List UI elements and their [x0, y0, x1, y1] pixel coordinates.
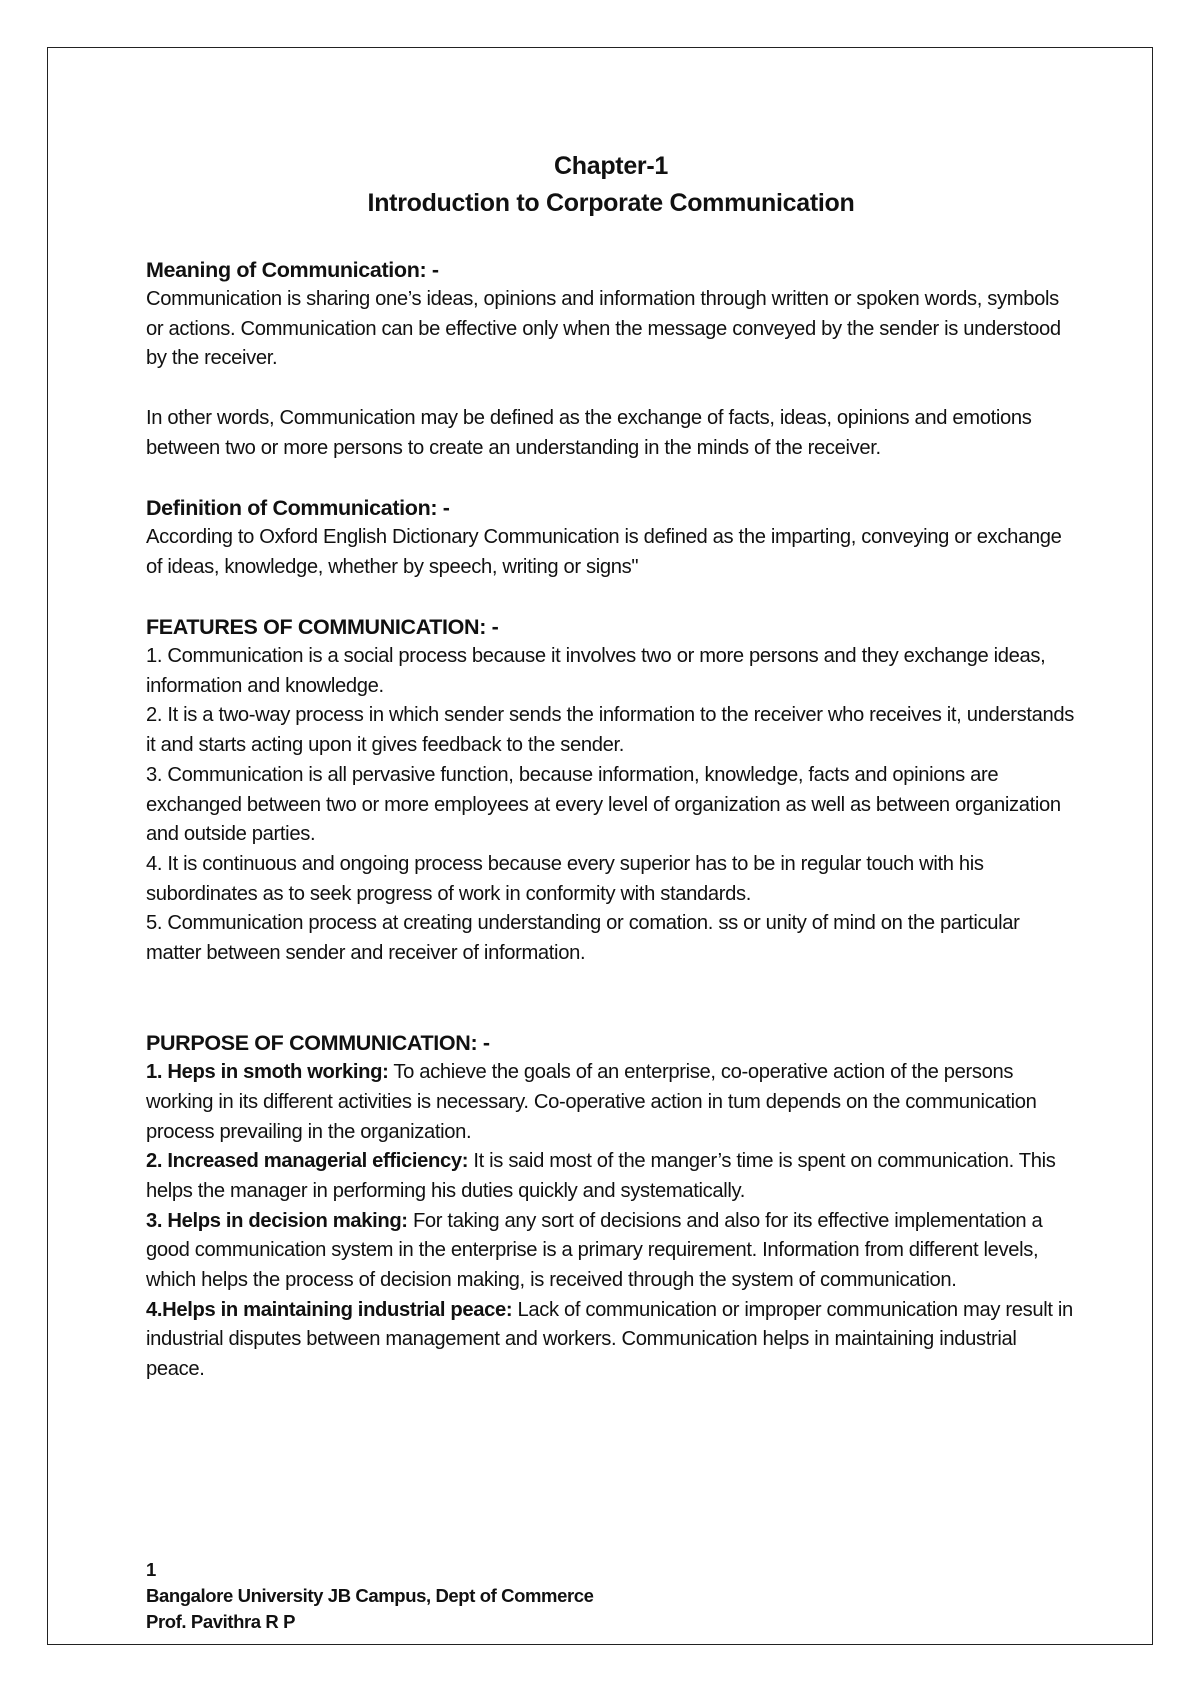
purpose-heading: PURPOSE OF COMMUNICATION: -	[146, 1031, 490, 1056]
chapter-title: Chapter-1	[554, 152, 668, 180]
definition-heading: Definition of Communication: -	[146, 495, 450, 520]
meaning-paragraph-2: In other words, Communication may be defined as the exchange of facts, ideas, opinions and emotions between two or more persons to create an understanding in the minds of the receiver.	[146, 406, 1032, 459]
document-body	[146, 148, 1076, 1385]
footer-institution: Bangalore University JB Campus, Dept of Commerce	[146, 1585, 594, 1606]
purpose-item-label: 2. Increased managerial efficiency:	[146, 1150, 469, 1173]
purpose-item-1	[146, 1058, 1076, 1147]
chapter-subtitle: Introduction to Corporate Communication	[367, 189, 855, 217]
features-heading: FEATURES OF COMMUNICATION: -	[146, 614, 499, 639]
page-footer	[146, 1557, 594, 1635]
purpose-item-4	[146, 1296, 1076, 1385]
purpose-item-text: For taking any sort of decisions and also for its effective implementation a good communication system in the enterprise is a primary requirement. Information from different levels, which helps the process of decision making, is received through the system of communication.	[146, 1209, 1043, 1292]
definition-paragraph: According to Oxford English Dictionary Communication is defined as the imparting, conveying or exchange of ideas, knowledge, whether by speech, writing or signs"	[146, 525, 1062, 578]
page-number: 1	[146, 1559, 156, 1580]
purpose-item-label: 3. Helps in decision making:	[146, 1209, 408, 1232]
meaning-heading: Meaning of Communication: -	[146, 258, 439, 282]
footer-author: Prof. Pavithra R P	[146, 1611, 296, 1632]
purpose-item-label: 1. Heps in smoth working:	[146, 1061, 389, 1084]
feature-item-3: 3. Communication is all pervasive function, because information, knowledge, facts and opinions are exchanged between two or more employees at every level of organization as well as between organization and outside parties.	[146, 763, 1061, 846]
feature-item-2: 2. It is a two-way process in which sender sends the information to the receiver who receives it, understands it and starts acting upon it gives feedback to the sender.	[146, 704, 1074, 757]
purpose-item-label: 4.Helps in maintaining industrial peace:	[146, 1298, 513, 1321]
purpose-item-2	[146, 1147, 1076, 1206]
feature-item-4: 4. It is continuous and ongoing process because every superior has to be in regular touch with his subordinates as to seek progress of work in conformity with standards.	[146, 852, 984, 905]
feature-item-1: 1. Communication is a social process because it involves two or more persons and they exchange ideas, information and knowledge.	[146, 644, 1046, 697]
purpose-item-3	[146, 1207, 1076, 1296]
purpose-item-text: To achieve the goals of an enterprise, co-operative action of the persons working in its different activities is necessary. Co-operative action in tum depends on the communication process prevailing in the organization.	[146, 1061, 1037, 1143]
purpose-item-text: Lack of communication or improper communication may result in industrial disputes between management and workers. Communication helps in maintaining industrial peace.	[146, 1298, 1073, 1381]
purpose-item-text: It is said most of the manger’s time is spent on communication. This helps the manager in performing his duties quickly and systematically.	[146, 1150, 1056, 1202]
feature-item-5: 5. Communication process at creating understanding or comation. ss or unity of mind on the particular matter between sender and receiver of information.	[146, 912, 1020, 965]
meaning-paragraph-1: Communication is sharing one’s ideas, opinions and information through written or spoken words, symbols or actions. Communication can be effective only when the message conveyed by the sender is understood by the receiver.	[146, 288, 1061, 370]
